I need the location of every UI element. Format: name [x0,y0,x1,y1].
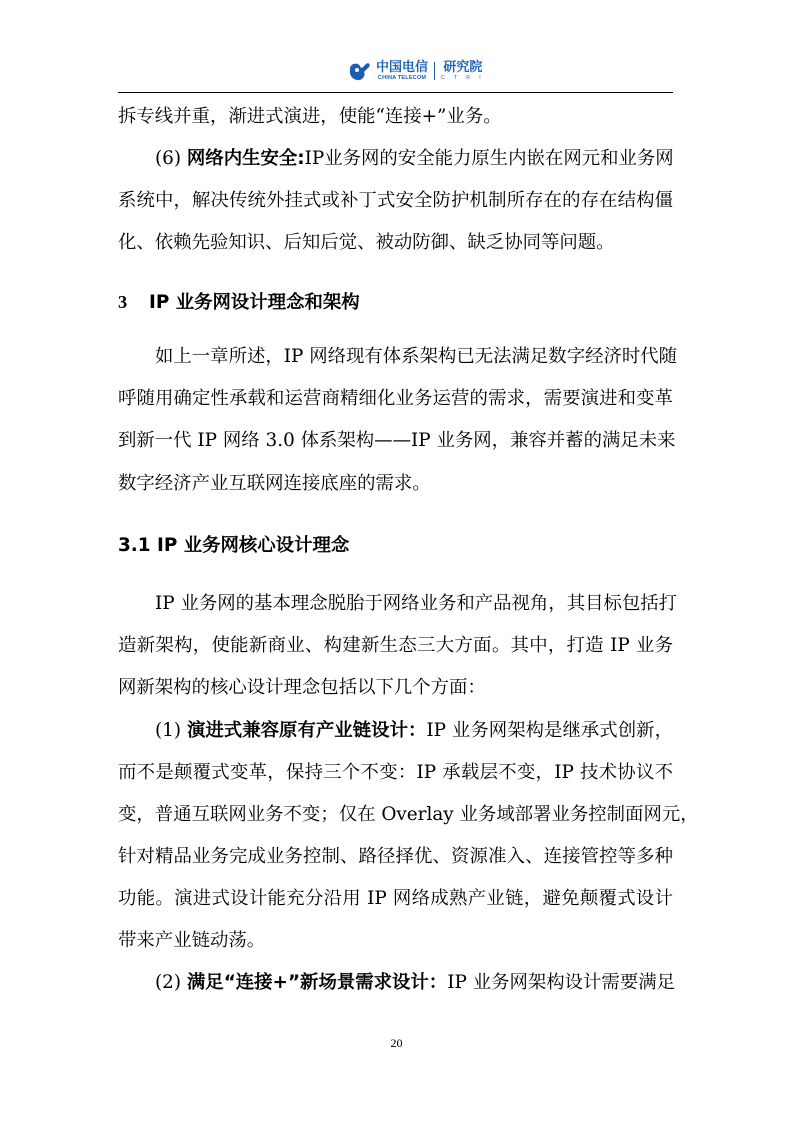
list-item-text: IP 业务网架构是继承式创新， [426,720,673,741]
list-item-label: (2) [155,972,187,993]
list-item-colon: : [297,148,305,169]
section-heading-3-1 [118,531,349,561]
institute-text-group [441,61,485,81]
section-title: IP 业务网设计理念和架构 [149,292,360,313]
china-telecom-swirl-icon [346,60,372,82]
paragraph-line: 针对精品业务完成业务控制、路径择优、资源准入、连接管控等多种 [118,846,673,867]
list-item-text: IP业务网的安全能力原生内嵌在网元和业务网 [304,148,674,169]
list-item-label: (6) [155,148,187,169]
paragraph-line: 呼随用确定性承载和运营商精细化业务运营的需求，需要演进和变革 [118,388,673,409]
paragraph-line: 网新架构的核心设计理念包括以下几个方面： [118,677,486,698]
paragraph-line: 数字经济产业互联网连接底座的需求。 [118,473,431,494]
china-telecom-logo [346,56,485,86]
list-item-title: 满足“连接+”新场景需求设计 [186,972,429,993]
header-divider [118,92,673,93]
institute-cn-text: 研究院 [443,60,483,75]
paragraph-line: 系统中，解决传统外挂式或补丁式安全防护机制所存在的存在结构僵 [118,190,673,211]
page-number: 20 [390,1036,403,1050]
section-number: 3 [118,292,128,312]
list-item-colon: ： [408,720,427,741]
list-item-6-first-line [118,138,673,180]
logo-divider [434,62,435,80]
paragraph-line: 功能。演进式设计能充分沿用 IP 网络成熟产业链，避免颠覆式设计 [118,888,673,909]
list-item-2-first-line [118,962,673,1004]
paragraph-line: 带来产业链动荡。 [118,930,266,951]
section-heading-3 [118,287,360,318]
paragraph-line: 如上一章所述，IP 网络现有体系架构已无法满足数字经济时代随 [155,346,678,367]
paragraph-line: 而不是颠覆式变革，保持三个不变：IP 承载层不变，IP 技术协议不 [118,762,673,783]
list-item-title: 演进式兼容原有产业链设计 [186,720,408,741]
institute-en-text: C T R I [441,75,485,81]
paragraph-line: 到新一代 IP 网络 3.0 体系架构——IP 业务网，兼容并蓄的满足未来 [118,430,676,451]
list-item-1-first-line [118,710,673,752]
page-header [118,52,673,94]
paragraph-line: 变，普通互联网业务不变；仅在 Overlay 业务域部署业务控制面网元， [118,804,699,825]
paragraph-line: 化、依赖先验知识、后知后觉、被动防御、缺乏协同等问题。 [118,232,615,253]
list-item-title: 网络内生安全 [186,148,298,169]
section-number: 3.1 [118,535,151,556]
logo-text-group [376,61,428,82]
list-item-colon: ： [428,972,448,993]
list-item-label: (1) [155,720,187,741]
section-title: IP 业务网核心设计理念 [157,535,350,556]
paragraph-line: IP 业务网的基本理念脱胎于网络业务和产品视角，其目标包括打 [155,593,678,614]
paragraph-line: 造新架构，使能新商业、构建新生态三大方面。其中，打造 IP 业务 [118,635,673,656]
logo-en-text: CHINA TELECOM [377,74,427,81]
list-item-text: IP 业务网架构设计需要满足 [447,972,675,993]
paragraph-line: 拆专线并重，渐进式演进，使能“连接+”业务。 [118,106,502,127]
logo-cn-text: 中国电信 [376,59,429,75]
